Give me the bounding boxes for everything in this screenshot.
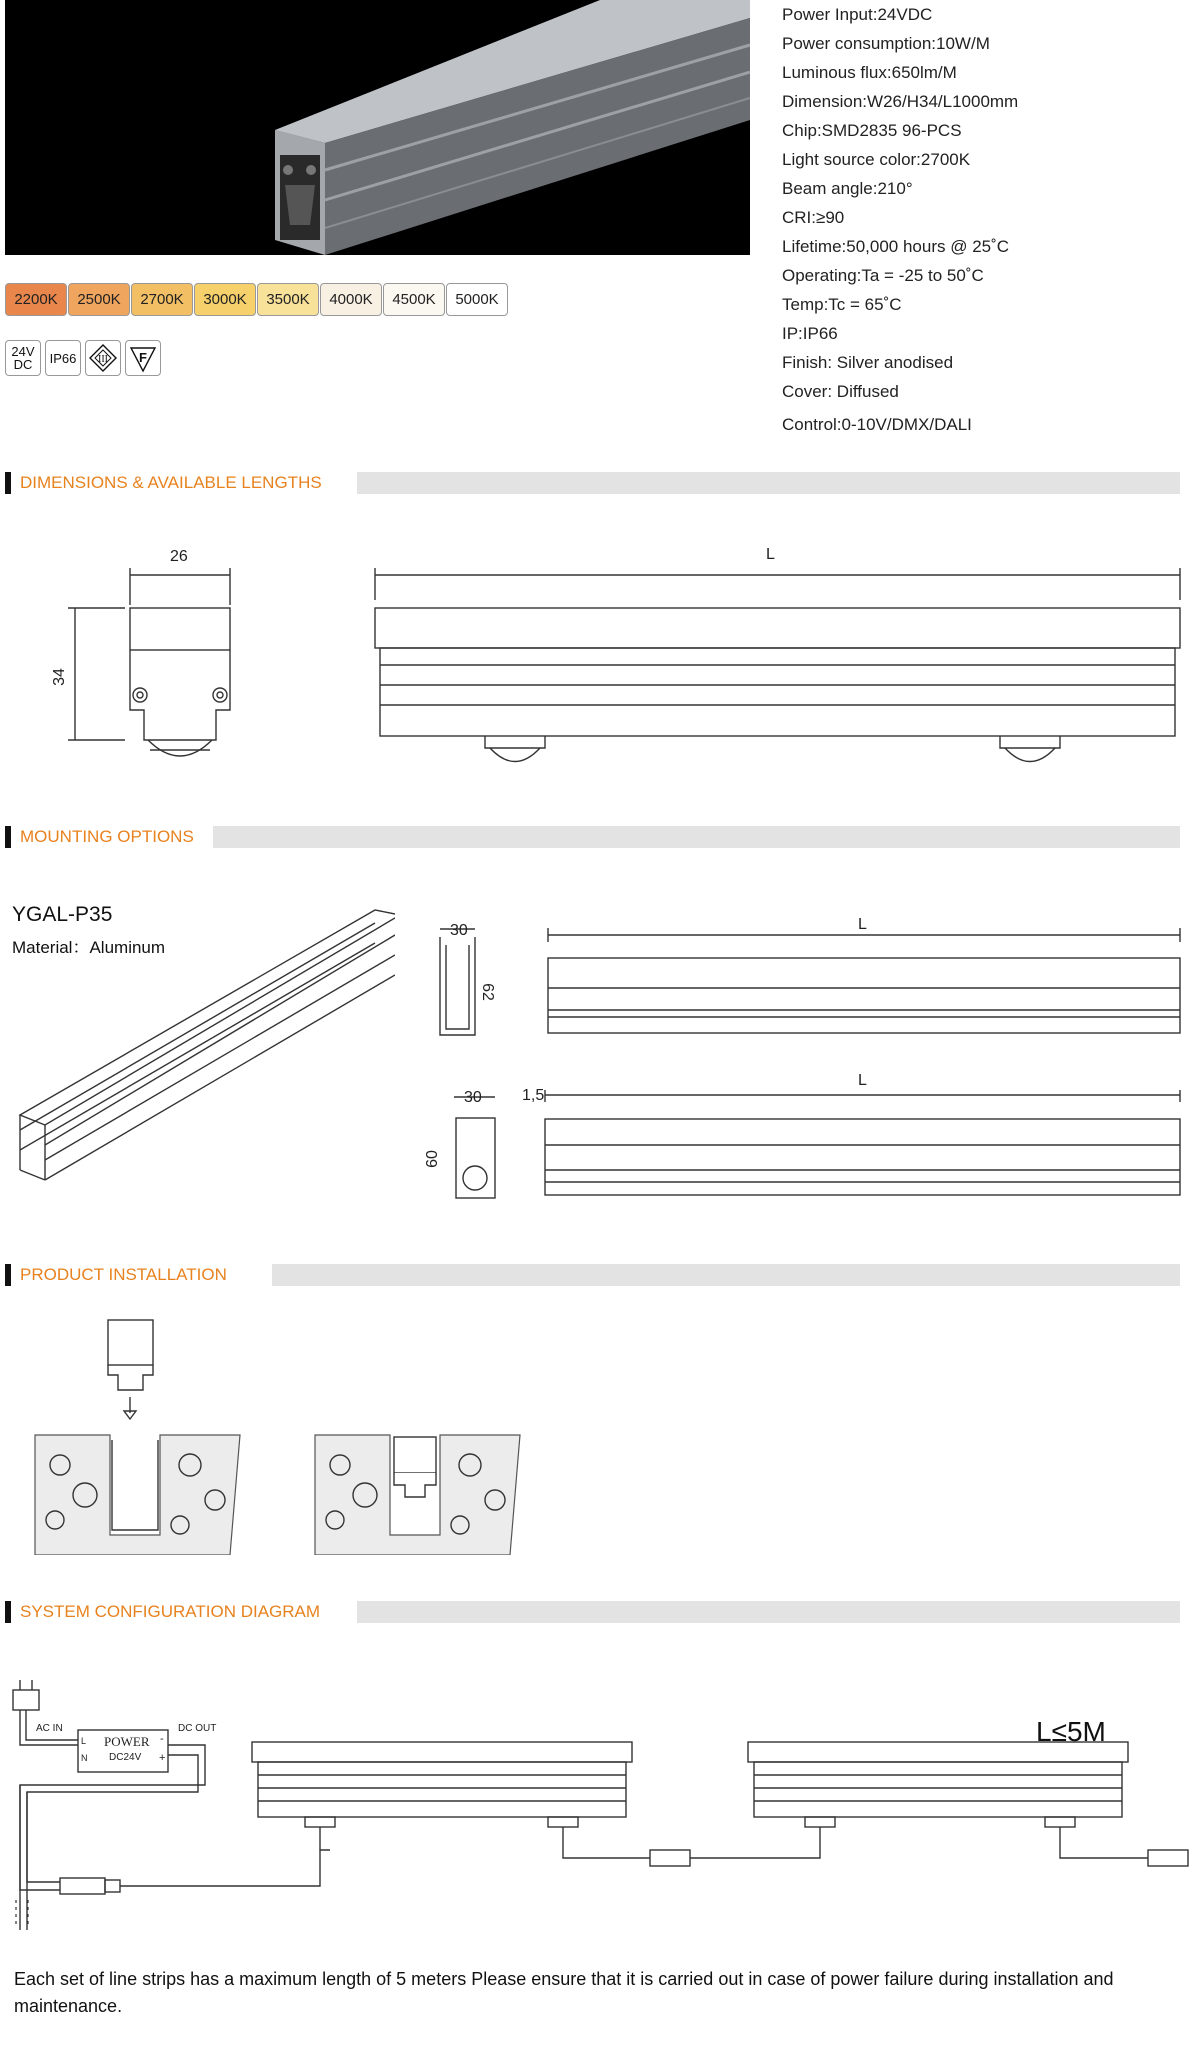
cct-options [5,283,509,316]
spec-power-input: Power Input:24VDC [782,5,933,24]
svg-text:III: III [98,354,108,365]
material-label: Material：Aluminum [12,938,166,957]
minus-label: - [160,1733,164,1745]
spec-finish: Finish: Silver anodised [782,353,954,372]
ip-badge: IP66 [45,340,81,376]
section-header-installation [5,1264,1180,1286]
profile-b-section [450,1093,510,1208]
side-view-drawing [370,560,1185,785]
spec-luminous-flux: Luminous flux:650lm/M [782,63,957,82]
spec-beam-angle: Beam angle:210° [782,179,913,198]
spec-ip: IP:IP66 [782,324,838,343]
dim-length-label: L [766,546,775,563]
section-title: DIMENSIONS & AVAILABLE LENGTHS [20,473,322,492]
voltage-badge [5,340,41,376]
spec-lifetime: Lifetime:50,000 hours @ 25˚C [782,237,1010,256]
model-name: YGAL-P35 [12,903,113,926]
installation-note: Each set of line strips has a maximum length of 5 meters Please ensure that it is carried out in case of power failure during installation and maintenance. [14,1969,1114,2016]
plus-label: + [159,1752,166,1764]
class-iii-icon [85,340,121,376]
spec-light-color: Light source color:2700K [782,150,971,169]
cct-option[interactable]: 2200K [5,283,67,316]
cct-option[interactable]: 2500K [68,283,130,316]
section-title: PRODUCT INSTALLATION [20,1265,227,1284]
cct-option[interactable]: 3000K [194,283,256,316]
dim-width-label: 26 [170,548,188,565]
cross-section-drawing [40,540,260,785]
profile-b-length: L [858,1072,867,1089]
flange-label: 1,5 [522,1087,545,1104]
spec-control: Control:0-10V/DMX/DALI [782,415,972,434]
section-header-dimensions [5,472,1180,494]
profile-a-side-view [545,925,1185,1040]
cct-option[interactable]: 4500K [383,283,445,316]
section-header-system [5,1601,1180,1623]
installation-step-1 [30,1315,280,1560]
l-pin-label: L [81,1736,87,1746]
spec-cover: Cover: Diffused [782,382,899,401]
profile-a-height: 62 [478,983,496,1001]
certification-badges [5,340,161,376]
section-header-mounting [5,826,1180,848]
f-mark-icon [125,340,161,376]
profile-b-width: 30 [464,1089,482,1106]
dim-height-label: 34 [50,668,68,686]
dc-out-label: DC OUT [178,1723,217,1734]
cct-option[interactable]: 2700K [131,283,193,316]
profile-a-width: 30 [450,922,468,939]
section-title: MOUNTING OPTIONS [20,827,194,846]
power-label: POWER [104,1734,150,1749]
mounting-profile-3d [15,905,395,1190]
profile-b-height: 60 [423,1150,441,1168]
installation-step-2 [310,1315,560,1560]
cct-option[interactable]: 5000K [446,283,508,316]
spec-operating: Operating:Ta = -25 to 50˚C [782,266,984,285]
svg-text:F: F [139,350,147,365]
n-pin-label: N [81,1753,88,1763]
dc24v-label: DC24V [109,1752,142,1763]
spec-dimension: Dimension:W26/H34/L1000mm [782,92,1019,111]
spec-power-consumption: Power consumption:10W/M [782,34,990,53]
cct-option[interactable]: 3500K [257,283,319,316]
cct-option[interactable]: 4000K [320,283,382,316]
spec-temp: Temp:Tc = 65˚C [782,295,902,314]
spec-cri: CRI:≥90 [782,208,845,227]
system-diagram [0,1660,1200,1955]
voltage-badge-top: 24V [11,344,35,359]
profile-b-side-view [540,1090,1185,1205]
spec-list [782,0,1192,439]
voltage-badge-bottom: DC [13,357,33,372]
spec-chip: Chip:SMD2835 96-PCS [782,121,962,140]
ac-in-label: AC IN [36,1723,63,1734]
product-render [5,0,750,255]
max-length-label: L≤5M [1036,1716,1106,1747]
profile-a-length: L [858,916,867,933]
section-title: SYSTEM CONFIGURATION DIAGRAM [20,1602,321,1621]
